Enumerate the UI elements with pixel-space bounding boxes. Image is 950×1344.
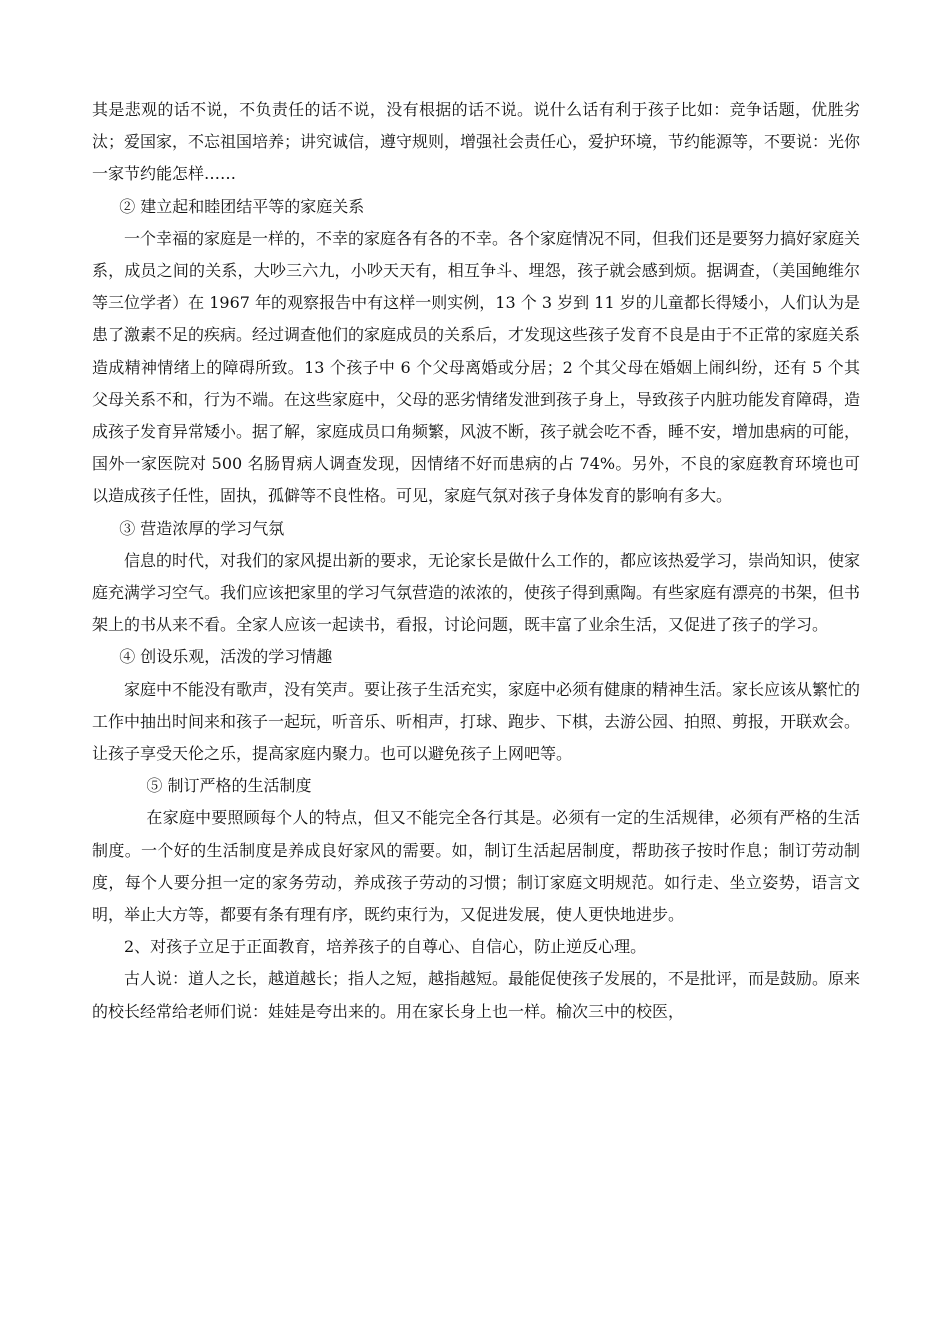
paragraph-continuation: 其是悲观的话不说，不负责任的话不说，没有根据的话不说。说什么话有利于孩子比如：竞争话题，优胜劣汰；爱国家，不忘祖国培养；讲究诚信，遵守规则，增强社会责任心，爱护环境，节约能源等，不要说：光你一家节约能怎样…… — [92, 100, 861, 184]
section-heading-family-relations: ② 建立起和睦团结平等的家庭关系 — [119, 196, 365, 216]
section-heading-positive-education: 2、对孩子立足于正面教育，培养孩子的自尊心、自信心，防止逆反心理。 — [124, 937, 647, 957]
paragraph-learning-atmosphere: 信息的时代，对我们的家风提出新的要求，无论家长是做什么工作的，都应该热爱学习，崇尚知识，使家庭充满学习空气。我们应该把家里的学习气氛营造的浓浓的，使孩子得到熏陶。有些家庭有漂亮的书架，但书架上的书从来不看。全家人应该一起读书，看报，讨论问题，既丰富了业余生活，又促进了孩子的学习。 — [92, 550, 861, 635]
section-heading-life-rules: ⑤ 制订严格的生活制度 — [146, 776, 312, 796]
paragraph-family-relations: 一个幸福的家庭是一样的，不幸的家庭各有各的不幸。各个家庭情况不同，但我们还是要努力搞好家庭关系，成员之间的关系，大吵三六九，小吵天天有，相互争斗、埋怨，孩子就会感到烦。据调查，（美国鲍维尔等三位学者）在 1967 年的观察报告中有这样一则实例，13 个 3 岁到 11 岁的儿童都长得矮小，人们认为是患了激素不足的疾病。经过调查他们的家庭成员的关系后，才发现这些孩子发育不良是由于不正常的家庭关系造成精神情绪上的障碍所致。13 个孩子中 6 个父母离婚或分居；2 个其父母在婚姻上闹纠纷，还有 5 个其父母关系不和，行为不端。在这些家庭中，父母的恶劣情绪发泄到孩子身上，导致孩子内脏功能发育障碍，造成孩子发育异常矮小。据了解，家庭成员口角频繁，风波不断，孩子就会吃不香，睡不安，增加患病的可能，国外一家医院对 500 名肠胃病人调查发现，因情绪不好而患病的占 74%。另外，不良的家庭教育环境也可以造成孩子任性，固执，孤僻等不良性格。可见，家庭气氛对孩子身体发育的影响有多大。 — [92, 228, 861, 506]
paragraph-learning-interest: 家庭中不能没有歌声，没有笑声。要让孩子生活充实，家庭中必须有健康的精神生活。家长应该从繁忙的工作中抽出时间来和孩子一起玩，听音乐、听相声，打球、跑步、下棋，去游公园、拍照、剪报，开联欢会。让孩子享受天伦之乐，提高家庭内聚力。也可以避免孩子上网吧等。 — [92, 679, 861, 764]
document-page — [92, 94, 860, 1028]
paragraph-positive-education: 古人说：道人之长，越道越长；指人之短，越指越短。最能促使孩子发展的，不是批评，而是鼓励。原来的校长经常给老师们说：娃娃是夸出来的。用在家长身上也一样。榆次三中的校医， — [92, 969, 861, 1021]
section-heading-learning-interest: ④ 创设乐观，活泼的学习情趣 — [119, 647, 333, 667]
paragraph-life-rules: 在家庭中要照顾每个人的特点，但又不能完全各行其是。必须有一定的生活规律，必须有严格的生活制度。一个好的生活制度是养成良好家风的需要。如，制订生活起居制度，帮助孩子按时作息；制订劳动制度，每个人要分担一定的家务劳动，养成孩子劳动的习惯；制订家庭文明规范。如行走、坐立姿势，语言文明，举止大方等，都要有条有理有序，既约束行为，又促进发展，使人更快地进步。 — [92, 808, 860, 925]
section-heading-learning-atmosphere: ③ 营造浓厚的学习气氛 — [119, 518, 285, 538]
